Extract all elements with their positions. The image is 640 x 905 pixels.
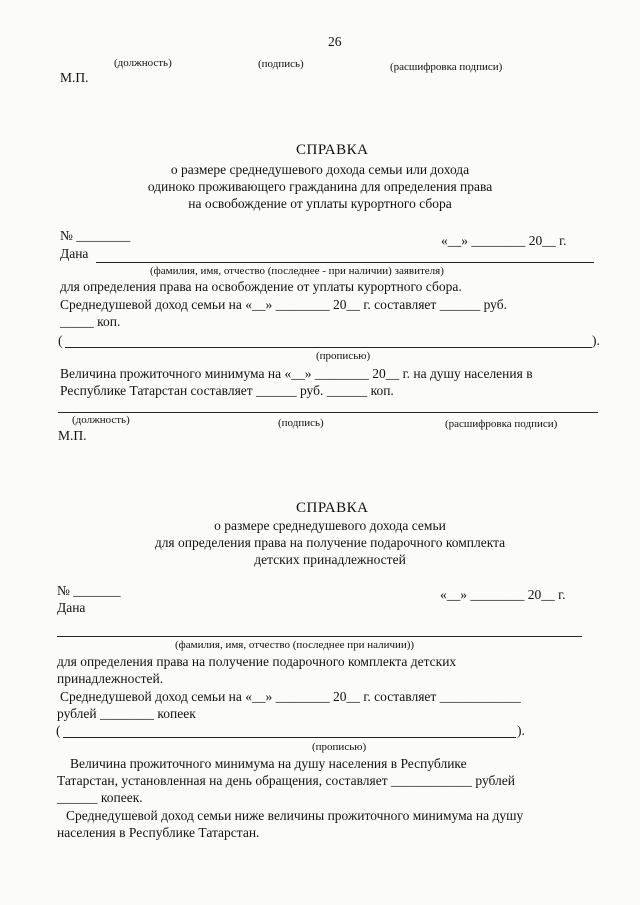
form1-words-open: ( bbox=[58, 333, 63, 348]
top-signature-caption: (подпись) bbox=[258, 58, 304, 70]
top-stamp-place: М.П. bbox=[60, 70, 89, 85]
form1-position-caption: (должность) bbox=[72, 414, 130, 426]
form1-fio-line bbox=[96, 262, 594, 263]
top-position-caption: (должность) bbox=[114, 57, 172, 69]
form1-issued-to-label: Дана bbox=[60, 246, 89, 261]
form2-income-line2: рублей ________ копеек bbox=[57, 706, 196, 721]
form1-signature-caption: (подпись) bbox=[278, 417, 324, 429]
form2-fio-hint: (фамилия, имя, отчество (последнее при наличии)) bbox=[175, 639, 415, 651]
form2-words-line bbox=[63, 737, 516, 738]
form1-stamp-place: М.П. bbox=[58, 428, 87, 443]
form2-title: СПРАВКА bbox=[296, 500, 369, 516]
form1-income-line2: _____ коп. bbox=[60, 314, 121, 329]
form2-words-hint: (прописью) bbox=[312, 741, 367, 753]
form1-subtitle-line2: одиноко проживающего гражданина для определения права bbox=[147, 179, 493, 194]
form2-words-open: ( bbox=[56, 723, 61, 738]
form1-number-field: № ________ bbox=[60, 228, 131, 243]
form1-purpose: для определения права на освобождение от уплаты курортного сбора. bbox=[60, 279, 462, 294]
form1-subtitle-line1: о размере среднедушевого дохода семьи или дохода bbox=[170, 162, 470, 177]
form2-subtitle-line1: о размере среднедушевого дохода семьи bbox=[214, 518, 446, 533]
form1-minimum-line2: Республике Татарстан составляет ______ руб. ______ коп. bbox=[60, 383, 394, 398]
form2-number-field: № _______ bbox=[57, 583, 121, 598]
form1-decode-caption: (расшифровка подписи) bbox=[445, 418, 558, 430]
form1-signature-line bbox=[58, 412, 598, 413]
form2-fio-line bbox=[57, 636, 582, 637]
form1-date-field: «__» ________ 20__ г. bbox=[441, 233, 567, 248]
form1-minimum-line1: Величина прожиточного минимума на «__» ________ 20__ г. на душу населения в bbox=[60, 366, 533, 381]
form2-minimum-line3: ______ копеек. bbox=[57, 790, 143, 805]
form2-minimum-line1: Величина прожиточного минимума на душу населения в Республике bbox=[70, 756, 467, 771]
form1-income-line1: Среднедушевой доход семьи на «__» ________ 20__ г. составляет ______ руб. bbox=[60, 297, 507, 312]
form1-subtitle-line3: на освобождение от уплаты курортного сбора bbox=[188, 196, 452, 211]
page-number: 26 bbox=[328, 34, 342, 49]
form2-note-line1: Среднедушевой доход семьи ниже величины прожиточного минимума на душу bbox=[66, 808, 524, 823]
form1-words-line bbox=[65, 347, 592, 348]
form2-words-close: ). bbox=[517, 723, 525, 738]
form2-note-line2: населения в Республике Татарстан. bbox=[57, 825, 260, 840]
form2-subtitle-line3: детских принадлежностей bbox=[254, 552, 406, 567]
form2-purpose-line1: для определения права на получение подарочного комплекта детских bbox=[57, 654, 457, 669]
form2-income-line1: Среднедушевой доход семьи на «__» ________ 20__ г. составляет ____________ bbox=[60, 689, 521, 704]
form2-purpose-line2: принадлежностей. bbox=[57, 671, 164, 686]
form2-subtitle-line2: для определения права на получение подарочного комплекта bbox=[154, 535, 506, 550]
form1-words-close: ). bbox=[592, 333, 600, 348]
form1-words-hint: (прописью) bbox=[316, 350, 371, 362]
form1-fio-hint: (фамилия, имя, отчество (последнее - при наличии) заявителя) bbox=[150, 265, 444, 277]
form2-minimum-line2: Татарстан, установленная на день обращения, составляет ____________ рублей bbox=[57, 773, 516, 788]
form1-title: СПРАВКА bbox=[296, 142, 369, 158]
top-decode-caption: (расшифровка подписи) bbox=[390, 61, 503, 73]
form2-date-field: «__» ________ 20__ г. bbox=[440, 587, 566, 602]
form2-issued-to-label: Дана bbox=[57, 600, 86, 615]
